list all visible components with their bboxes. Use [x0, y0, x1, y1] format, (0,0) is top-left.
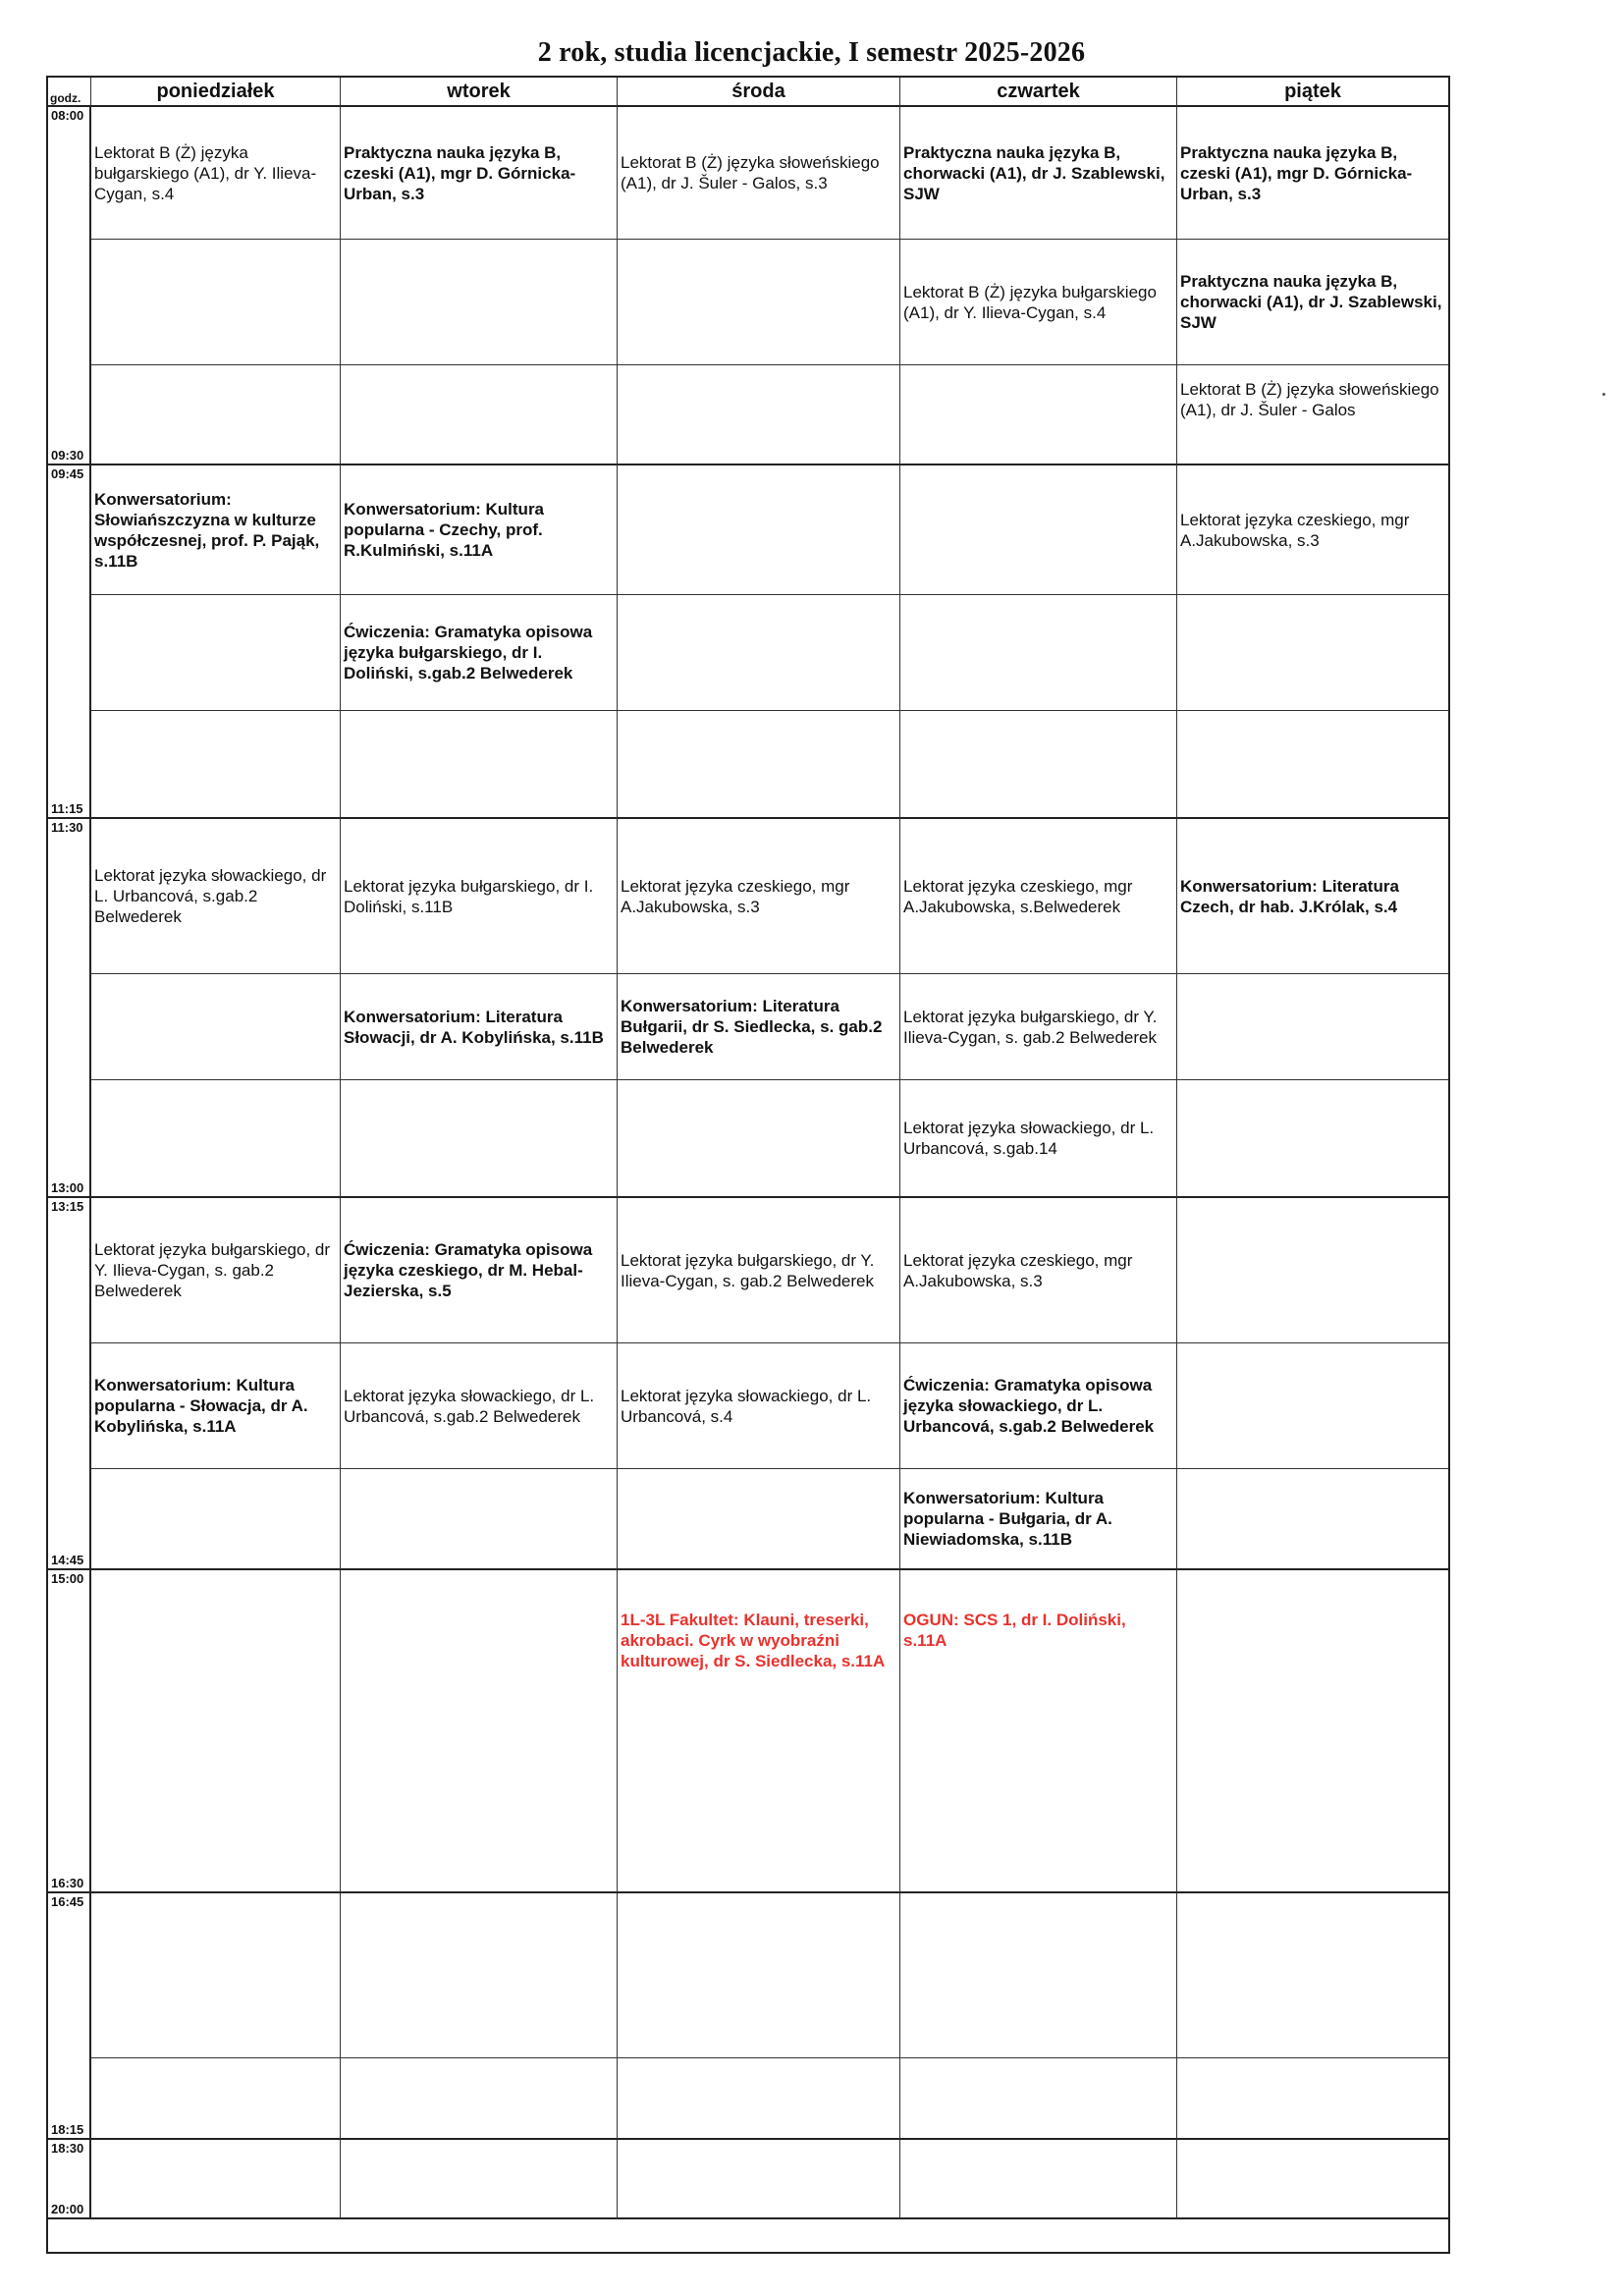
empty-slot	[1177, 2140, 1448, 2219]
class-entry: Lektorat języka słowackiego, dr L. Urbancová, s.gab.14	[900, 1080, 1177, 1198]
empty-slot	[91, 595, 341, 711]
empty-slot	[618, 2058, 900, 2140]
class-entry: Konwersatorium: Literatura Słowacji, dr A. Kobylińska, s.11B	[341, 974, 618, 1080]
class-entry: Lektorat języka bułgarskiego, dr Y. Ilieva-Cygan, s. gab.2 Belwederek	[900, 974, 1177, 1080]
time-end: 16:30	[51, 1876, 84, 1890]
empty-slot	[91, 365, 341, 465]
header-godz: godz.	[48, 78, 91, 107]
time-slot	[48, 107, 91, 465]
time-end: 11:15	[51, 801, 83, 816]
class-entry: Lektorat języka czeskiego, mgr A.Jakubowska, s.3	[900, 1198, 1177, 1343]
empty-slot	[618, 240, 900, 365]
day-header: poniedziałek	[91, 78, 341, 107]
empty-slot	[91, 1080, 341, 1198]
time-start: 15:00	[51, 1571, 84, 1586]
time-start: 11:30	[51, 820, 83, 835]
empty-slot	[341, 1570, 618, 1893]
class-entry: Praktyczna nauka języka B, czeski (A1), mgr D. Górnicka-Urban, s.3	[341, 107, 618, 240]
empty-slot	[341, 1469, 618, 1570]
class-entry: OGUN: SCS 1, dr I. Doliński, s.11A	[900, 1570, 1177, 1893]
time-end: 13:00	[51, 1180, 84, 1195]
class-entry: Lektorat B (Ż) języka słoweńskiego (A1), dr J. Šuler - Galos, s.3	[618, 107, 900, 240]
empty-slot	[341, 2140, 618, 2219]
empty-slot	[341, 1080, 618, 1198]
time-start: 16:45	[51, 1894, 84, 1909]
day-header: wtorek	[341, 78, 618, 107]
time-slot	[48, 2140, 91, 2219]
empty-slot	[1177, 1893, 1448, 2058]
empty-slot	[1177, 1343, 1448, 1469]
empty-slot	[91, 711, 341, 819]
time-slot	[48, 819, 91, 1198]
empty-slot	[1177, 595, 1448, 711]
class-entry: Lektorat B (Ż) języka bułgarskiego (A1), dr Y. Ilieva-Cygan, s.4	[900, 240, 1177, 365]
class-entry: 1L-3L Fakultet: Klauni, treserki, akrobaci. Cyrk w wyobraźni kulturowej, dr S. Siedlecka, s.11A	[618, 1570, 900, 1893]
empty-slot	[618, 1469, 900, 1570]
empty-slot	[1177, 1469, 1448, 1570]
empty-slot	[1177, 711, 1448, 819]
empty-slot	[900, 2140, 1177, 2219]
class-entry: Praktyczna nauka języka B, chorwacki (A1), dr J. Szablewski, SJW	[1177, 240, 1448, 365]
class-entry: Ćwiczenia: Gramatyka opisowa języka słowackiego, dr L. Urbancová, s.gab.2 Belwederek	[900, 1343, 1177, 1469]
class-entry: Konwersatorium: Słowiańszczyzna w kulturze współczesnej, prof. P. Pająk, s.11B	[91, 465, 341, 595]
day-header: czwartek	[900, 78, 1177, 107]
time-slot	[48, 465, 91, 819]
time-end: 09:30	[51, 448, 84, 463]
day-header: piątek	[1177, 78, 1448, 107]
empty-slot	[618, 1893, 900, 2058]
empty-slot	[618, 595, 900, 711]
time-start: 09:45	[51, 466, 84, 481]
empty-slot	[341, 240, 618, 365]
class-entry: Konwersatorium: Kultura popularna - Bułgaria, dr A. Niewiadomska, s.11B	[900, 1469, 1177, 1570]
class-entry: Praktyczna nauka języka B, chorwacki (A1), dr J. Szablewski, SJW	[900, 107, 1177, 240]
empty-slot	[900, 2058, 1177, 2140]
empty-slot	[1177, 1198, 1448, 1343]
class-entry: Lektorat języka słowackiego, dr L. Urbancová, s.gab.2 Belwederek	[341, 1343, 618, 1469]
class-entry: Lektorat języka słowackiego, dr L. Urbancová, s.4	[618, 1343, 900, 1469]
empty-slot	[91, 974, 341, 1080]
class-entry: Lektorat języka czeskiego, mgr A.Jakubowska, s.3	[1177, 465, 1448, 595]
class-entry: Lektorat języka słowackiego, dr L. Urbancová, s.gab.2 Belwederek	[91, 819, 341, 974]
class-entry: Lektorat B (Ż) języka słoweńskiego (A1), dr J. Šuler - Galos	[1177, 365, 1448, 465]
empty-slot	[618, 465, 900, 595]
empty-slot	[900, 465, 1177, 595]
empty-slot	[900, 595, 1177, 711]
empty-slot	[618, 1080, 900, 1198]
time-end: 20:00	[51, 2202, 84, 2216]
empty-slot	[91, 1469, 341, 1570]
empty-slot	[91, 240, 341, 365]
empty-slot	[900, 1893, 1177, 2058]
class-entry: Lektorat języka bułgarskiego, dr I. Doliński, s.11B	[341, 819, 618, 974]
class-entry: Konwersatorium: Literatura Czech, dr hab. J.Królak, s.4	[1177, 819, 1448, 974]
time-start: 13:15	[51, 1199, 84, 1214]
class-entry: Konwersatorium: Literatura Bułgarii, dr S. Siedlecka, s. gab.2 Belwederek	[618, 974, 900, 1080]
class-entry: Lektorat języka bułgarskiego, dr Y. Ilieva-Cygan, s. gab.2 Belwederek	[618, 1198, 900, 1343]
empty-slot	[618, 711, 900, 819]
class-entry: Konwersatorium: Kultura popularna - Słowacja, dr A. Kobylińska, s.11A	[91, 1343, 341, 1469]
empty-slot	[900, 365, 1177, 465]
empty-slot	[341, 1893, 618, 2058]
page-title: 2 rok, studia licencjackie, I semestr 2025-2026	[537, 37, 1086, 68]
empty-slot	[91, 1570, 341, 1893]
class-entry: Lektorat języka czeskiego, mgr A.Jakubowska, s.Belwederek	[900, 819, 1177, 974]
time-slot	[48, 1570, 91, 1893]
time-start: 08:00	[51, 108, 84, 123]
class-entry: Konwersatorium: Kultura popularna - Czechy, prof. R.Kulmiński, s.11A	[341, 465, 618, 595]
empty-slot	[618, 365, 900, 465]
empty-slot	[900, 711, 1177, 819]
day-header: środa	[618, 78, 900, 107]
class-entry: Ćwiczenia: Gramatyka opisowa języka bułgarskiego, dr I. Doliński, s.gab.2 Belwederek	[341, 595, 618, 711]
time-slot	[48, 1198, 91, 1570]
class-entry: Ćwiczenia: Gramatyka opisowa języka czeskiego, dr M. Hebal-Jezierska, s.5	[341, 1198, 618, 1343]
class-entry: Praktyczna nauka języka B, czeski (A1), mgr D. Górnicka-Urban, s.3	[1177, 107, 1448, 240]
empty-slot	[91, 1893, 341, 2058]
class-entry: Lektorat języka bułgarskiego, dr Y. Ilieva-Cygan, s. gab.2 Belwederek	[91, 1198, 341, 1343]
timetable-grid	[46, 76, 1450, 2254]
empty-slot	[341, 2058, 618, 2140]
class-entry: Lektorat języka czeskiego, mgr A.Jakubowska, s.3	[618, 819, 900, 974]
class-entry: Lektorat B (Ż) języka bułgarskiego (A1), dr Y. Ilieva-Cygan, s.4	[91, 107, 341, 240]
empty-slot	[1177, 1080, 1448, 1198]
time-end: 18:15	[51, 2122, 84, 2137]
empty-slot	[1177, 1570, 1448, 1893]
empty-slot	[1177, 2058, 1448, 2140]
empty-slot	[91, 2140, 341, 2219]
time-end: 14:45	[51, 1553, 84, 1567]
empty-slot	[341, 365, 618, 465]
empty-slot	[1177, 974, 1448, 1080]
time-start: 18:30	[51, 2141, 84, 2156]
scan-speck	[1602, 393, 1605, 396]
time-slot	[48, 1893, 91, 2140]
empty-slot	[91, 2058, 341, 2140]
empty-slot	[341, 711, 618, 819]
empty-slot	[618, 2140, 900, 2219]
